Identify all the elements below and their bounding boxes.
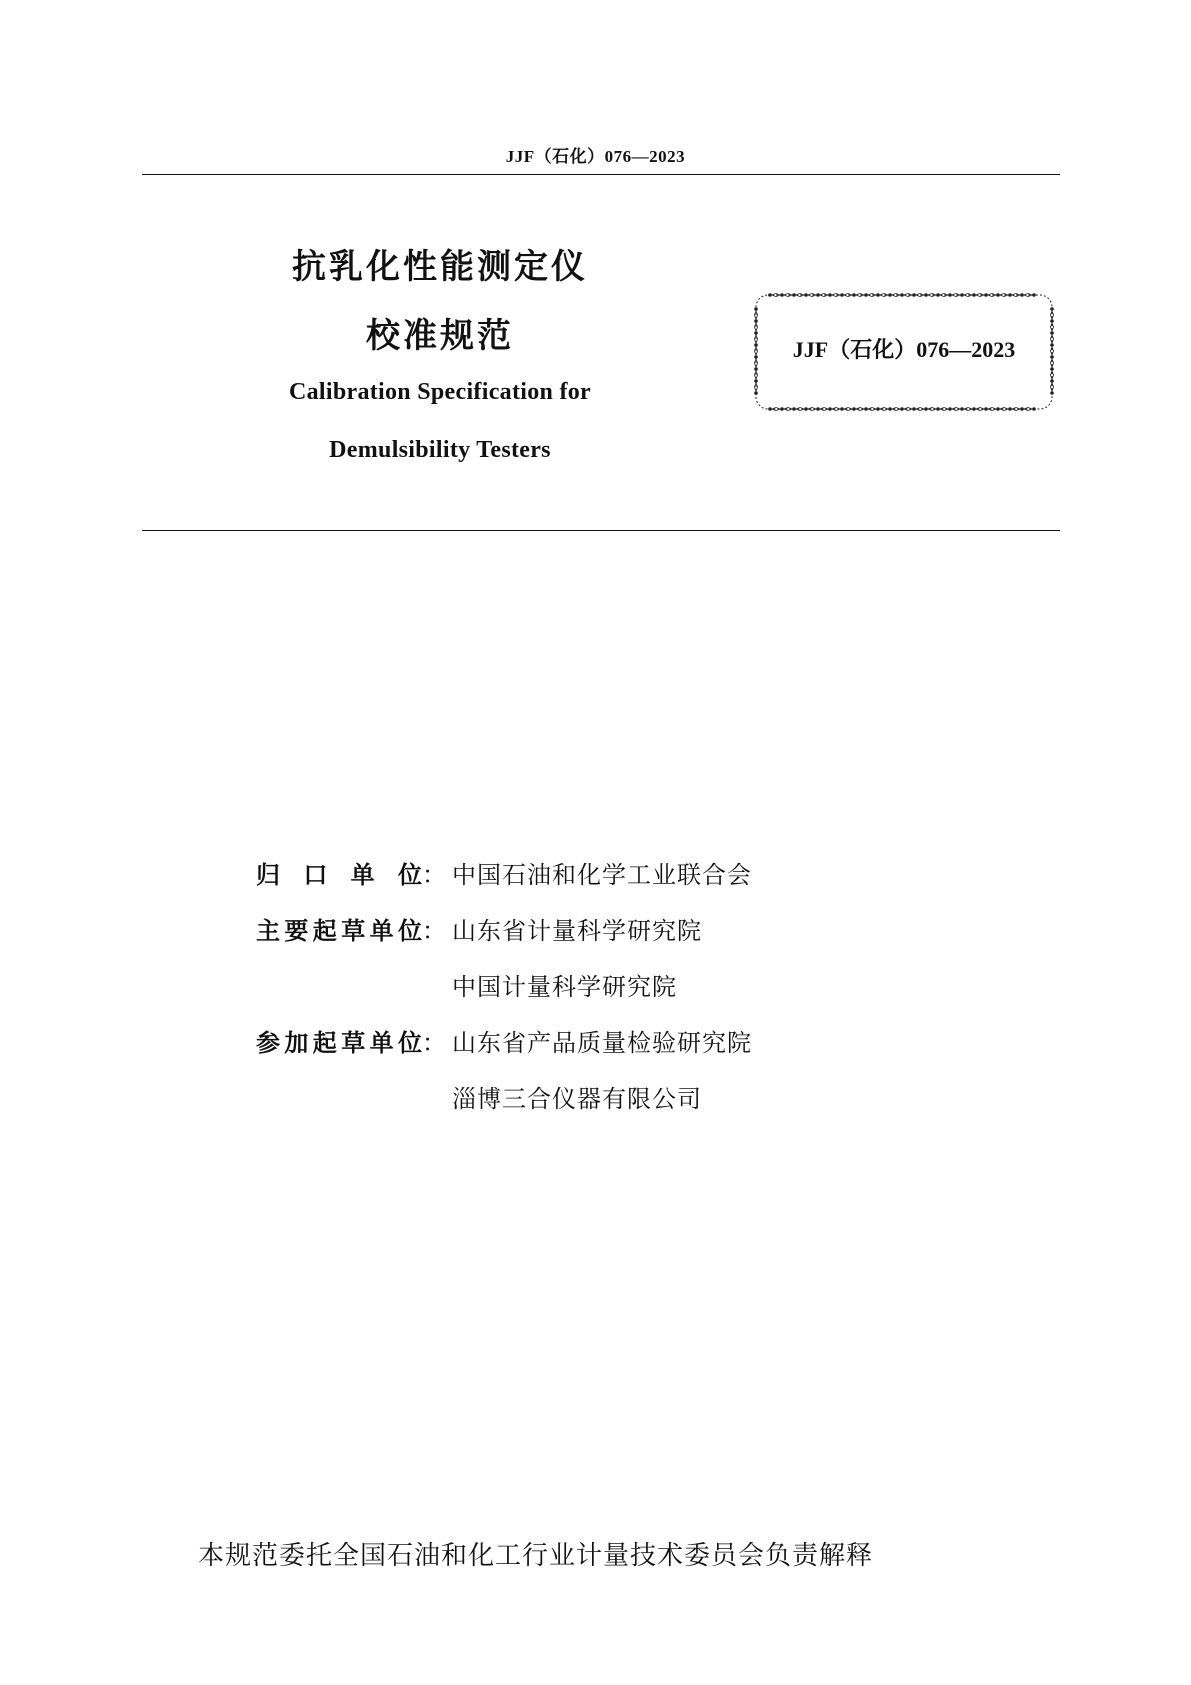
border-dot — [1032, 293, 1036, 297]
title-en-line1: Calibration Specification for — [288, 379, 591, 405]
participating-drafter-label: 参加起草单位 — [256, 1029, 422, 1057]
responsible-unit-value: 中国石油和化学工业联合会 — [452, 861, 752, 889]
main-drafter-label: 主要起草单位 — [256, 917, 422, 945]
participating-drafter-value: 淄博三合仪器有限公司 — [452, 1085, 702, 1113]
responsible-unit-label: 归口单位 — [256, 861, 422, 889]
title-rule — [142, 530, 1060, 531]
colon: ： — [422, 917, 446, 945]
header-rule — [142, 174, 1060, 175]
border-dot — [1050, 391, 1054, 395]
title-en-line2: Demulsibility Testers — [329, 437, 551, 463]
participating-drafter-value: 山东省产品质量检验研究院 — [452, 1029, 752, 1057]
header-standard-code: JJF（石化）076—2023 — [505, 147, 686, 166]
colon: ： — [422, 1029, 446, 1057]
title-cn-line2: 校准规范 — [366, 316, 514, 356]
border-dot — [1032, 407, 1036, 411]
border-dot — [754, 391, 758, 395]
main-drafter-value: 中国计量科学研究院 — [452, 973, 677, 1001]
standard-code-box — [752, 291, 1056, 413]
main-drafter-value: 山东省计量科学研究院 — [452, 917, 702, 945]
interpretation-note: 本规范委托全国石油和化工行业计量技术委员会负责解释 — [198, 1541, 874, 1571]
title-cn-line1: 抗乳化性能测定仪 — [292, 247, 588, 287]
standard-code-text: JJF（石化）076—2023 — [792, 337, 1016, 362]
colon: ： — [422, 861, 446, 889]
